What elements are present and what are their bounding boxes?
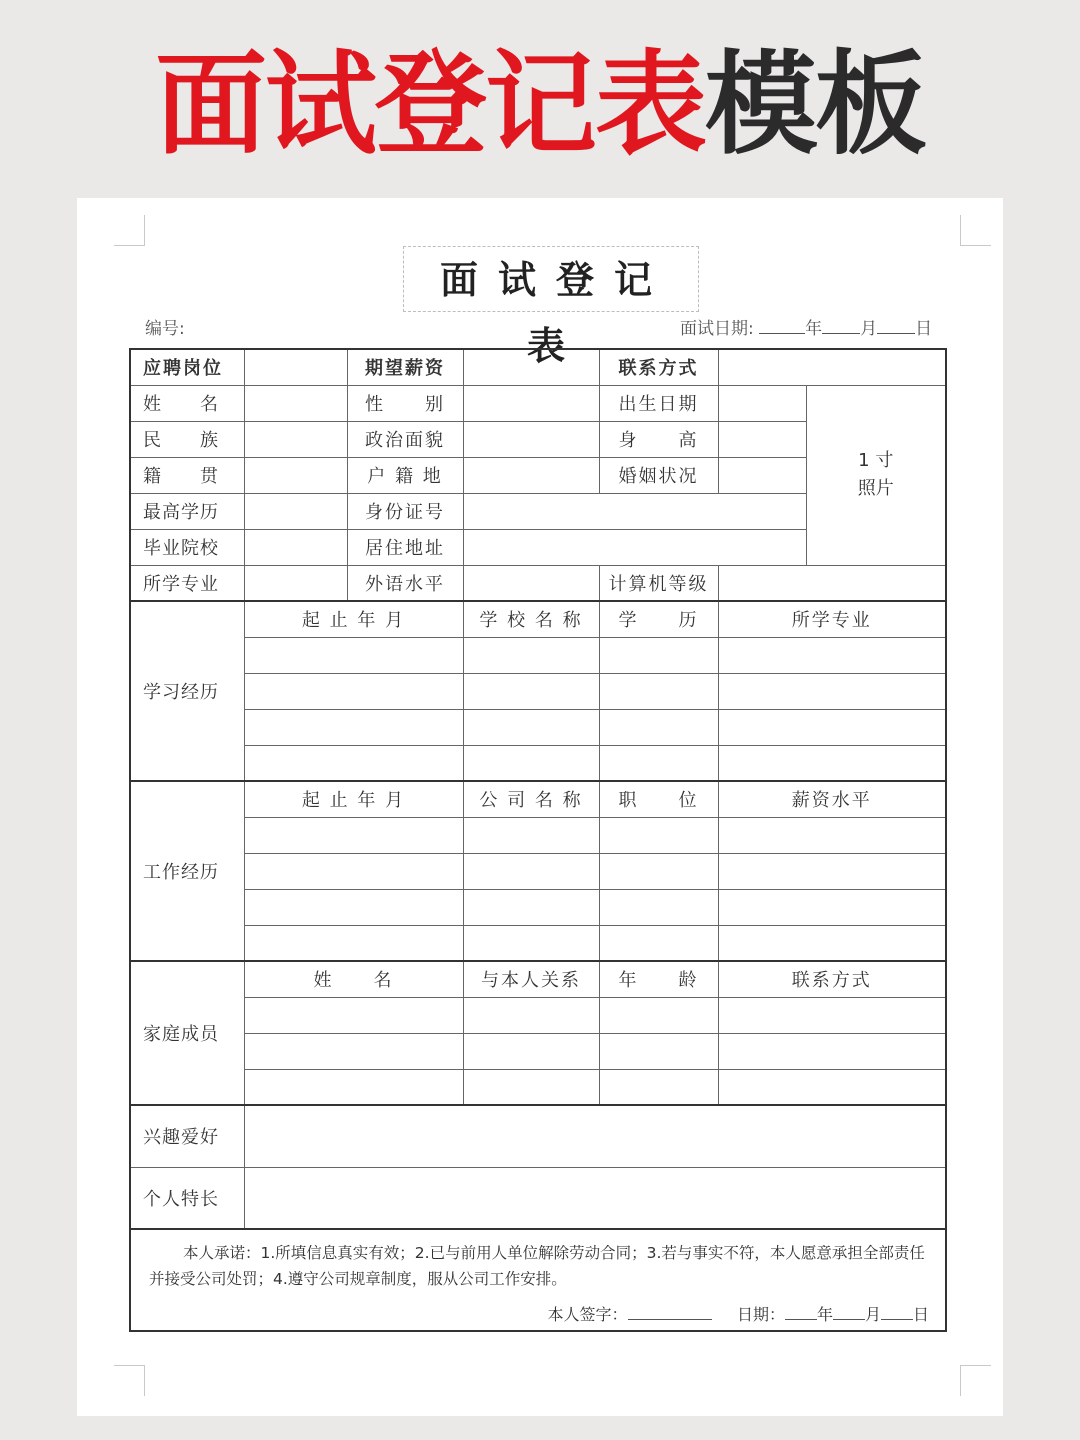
salary-label: 期望薪资 (347, 349, 463, 385)
address-label: 居住地址 (347, 529, 463, 565)
work-cell[interactable] (244, 925, 463, 961)
computer-field[interactable] (718, 565, 946, 601)
ethnicity-label: 民 族 (130, 421, 244, 457)
height-label: 身 高 (599, 421, 718, 457)
family-header-name: 姓 名 (244, 961, 463, 997)
month-label: 月 (860, 319, 878, 339)
education-label: 最高学历 (130, 493, 244, 529)
document-title: 面试登记表 (403, 246, 699, 312)
work-cell[interactable] (718, 853, 946, 889)
study-header-degree: 学 历 (599, 601, 718, 637)
study-cell[interactable] (463, 745, 599, 781)
work-cell[interactable] (463, 853, 599, 889)
sign-day-label: 日 (912, 1305, 929, 1324)
month-blank[interactable] (822, 317, 860, 334)
family-cell[interactable] (599, 1069, 718, 1105)
work-cell[interactable] (718, 817, 946, 853)
study-cell[interactable] (599, 745, 718, 781)
study-cell[interactable] (244, 673, 463, 709)
family-cell[interactable] (463, 1033, 599, 1069)
study-cell[interactable] (244, 745, 463, 781)
study-cell[interactable] (244, 709, 463, 745)
work-header-period: 起 止 年 月 (244, 781, 463, 817)
study-header-major: 所学专业 (718, 601, 946, 637)
crop-mark (960, 215, 991, 246)
computer-label: 计算机等级 (599, 565, 718, 601)
study-cell[interactable] (463, 709, 599, 745)
work-cell[interactable] (244, 817, 463, 853)
pledge-section (130, 1229, 946, 1331)
work-header-position: 职 位 (599, 781, 718, 817)
work-cell[interactable] (244, 889, 463, 925)
family-header-contact: 联系方式 (718, 961, 946, 997)
interview-form-table (129, 348, 947, 1332)
crop-mark (114, 215, 145, 246)
work-section-label: 工作经历 (130, 781, 244, 961)
household-label: 户 籍 地 (347, 457, 463, 493)
major-field[interactable] (244, 565, 347, 601)
family-cell[interactable] (718, 1069, 946, 1105)
gender-label: 性 别 (347, 385, 463, 421)
study-cell[interactable] (599, 673, 718, 709)
headline-red: 面试登记表 (155, 40, 705, 170)
headline (0, 40, 1080, 170)
crop-mark (960, 1365, 991, 1396)
family-section-label: 家庭成员 (130, 961, 244, 1105)
gender-field[interactable] (463, 385, 599, 421)
sign-date-label: 日期： (736, 1305, 785, 1324)
work-cell[interactable] (599, 817, 718, 853)
id-number-field[interactable] (463, 493, 806, 529)
work-cell[interactable] (244, 853, 463, 889)
work-cell[interactable] (599, 889, 718, 925)
family-cell[interactable] (718, 1033, 946, 1069)
study-cell[interactable] (718, 709, 946, 745)
headline-dark: 模板 (705, 40, 925, 170)
name-label: 姓 名 (130, 385, 244, 421)
school-label: 毕业院校 (130, 529, 244, 565)
family-cell[interactable] (599, 997, 718, 1033)
work-cell[interactable] (718, 925, 946, 961)
hobby-label: 兴趣爱好 (130, 1105, 244, 1167)
work-cell[interactable] (463, 925, 599, 961)
contact-label: 联系方式 (599, 349, 718, 385)
family-cell[interactable] (244, 1069, 463, 1105)
family-header-age: 年 龄 (599, 961, 718, 997)
study-cell[interactable] (463, 637, 599, 673)
family-cell[interactable] (244, 997, 463, 1033)
household-field[interactable] (463, 457, 599, 493)
position-field[interactable] (244, 349, 347, 385)
number-label: 编号: (145, 319, 185, 339)
work-cell[interactable] (463, 889, 599, 925)
name-field[interactable] (244, 385, 347, 421)
work-cell[interactable] (718, 889, 946, 925)
specialty-label: 个人特长 (130, 1167, 244, 1229)
signature-line (149, 1302, 929, 1328)
origin-label: 籍 贯 (130, 457, 244, 493)
day-blank[interactable] (877, 317, 915, 334)
study-cell[interactable] (718, 673, 946, 709)
specialty-field[interactable] (244, 1167, 946, 1229)
interview-date-label: 面试日期: (680, 319, 754, 339)
birth-field[interactable] (718, 385, 806, 421)
work-header-company: 公 司 名 称 (463, 781, 599, 817)
major-label: 所学专业 (130, 565, 244, 601)
position-label: 应聘岗位 (130, 349, 244, 385)
photo-label-1: 1 寸 (858, 450, 894, 471)
ethnicity-field[interactable] (244, 421, 347, 457)
political-label: 政治面貌 (347, 421, 463, 457)
photo-label-2: 照片 (857, 478, 894, 499)
study-cell[interactable] (718, 637, 946, 673)
pledge-text: 本人承诺：1.所填信息真实有效；2.已与前用人单位解除劳动合同；3.若与事实不符，本人愿意承担全部责任并接受公司处罚；4.遵守公司规章制度，服从公司工作安排。 (149, 1244, 925, 1288)
marital-field[interactable] (718, 457, 806, 493)
form-paper (77, 198, 1003, 1416)
family-cell[interactable] (463, 1069, 599, 1105)
family-cell[interactable] (599, 1033, 718, 1069)
school-field[interactable] (244, 529, 347, 565)
sign-month-label: 月 (864, 1305, 881, 1324)
study-cell[interactable] (244, 637, 463, 673)
address-field[interactable] (463, 529, 806, 565)
family-header-relation: 与本人关系 (463, 961, 599, 997)
work-header-salary: 薪资水平 (718, 781, 946, 817)
photo-box[interactable] (806, 385, 946, 565)
salary-field[interactable] (463, 349, 599, 385)
sign-day-blank[interactable] (881, 1303, 913, 1320)
language-field[interactable] (463, 565, 599, 601)
birth-label: 出生日期 (599, 385, 718, 421)
contact-field[interactable] (718, 349, 946, 385)
study-header-school: 学 校 名 称 (463, 601, 599, 637)
study-header-period: 起 止 年 月 (244, 601, 463, 637)
family-cell[interactable] (718, 997, 946, 1033)
political-field[interactable] (463, 421, 599, 457)
study-section-label: 学习经历 (130, 601, 244, 781)
study-cell[interactable] (463, 673, 599, 709)
family-cell[interactable] (244, 1033, 463, 1069)
work-cell[interactable] (463, 817, 599, 853)
day-label: 日 (915, 319, 933, 339)
interview-date (680, 314, 932, 339)
sign-month-blank[interactable] (833, 1303, 865, 1320)
year-label: 年 (805, 319, 823, 339)
origin-field[interactable] (244, 457, 347, 493)
height-field[interactable] (718, 421, 806, 457)
study-cell[interactable] (718, 745, 946, 781)
marital-label: 婚姻状况 (599, 457, 718, 493)
crop-mark (114, 1365, 145, 1396)
family-cell[interactable] (463, 997, 599, 1033)
language-label: 外语水平 (347, 565, 463, 601)
id-number-label: 身份证号 (347, 493, 463, 529)
work-cell[interactable] (599, 925, 718, 961)
study-cell[interactable] (599, 637, 718, 673)
sign-year-blank[interactable] (785, 1303, 817, 1320)
study-cell[interactable] (599, 709, 718, 745)
sign-label: 本人签字： (547, 1305, 628, 1324)
year-blank[interactable] (759, 317, 805, 334)
work-cell[interactable] (599, 853, 718, 889)
education-field[interactable] (244, 493, 347, 529)
signature-blank[interactable] (628, 1303, 712, 1320)
sign-year-label: 年 (816, 1305, 833, 1324)
hobby-field[interactable] (244, 1105, 946, 1167)
